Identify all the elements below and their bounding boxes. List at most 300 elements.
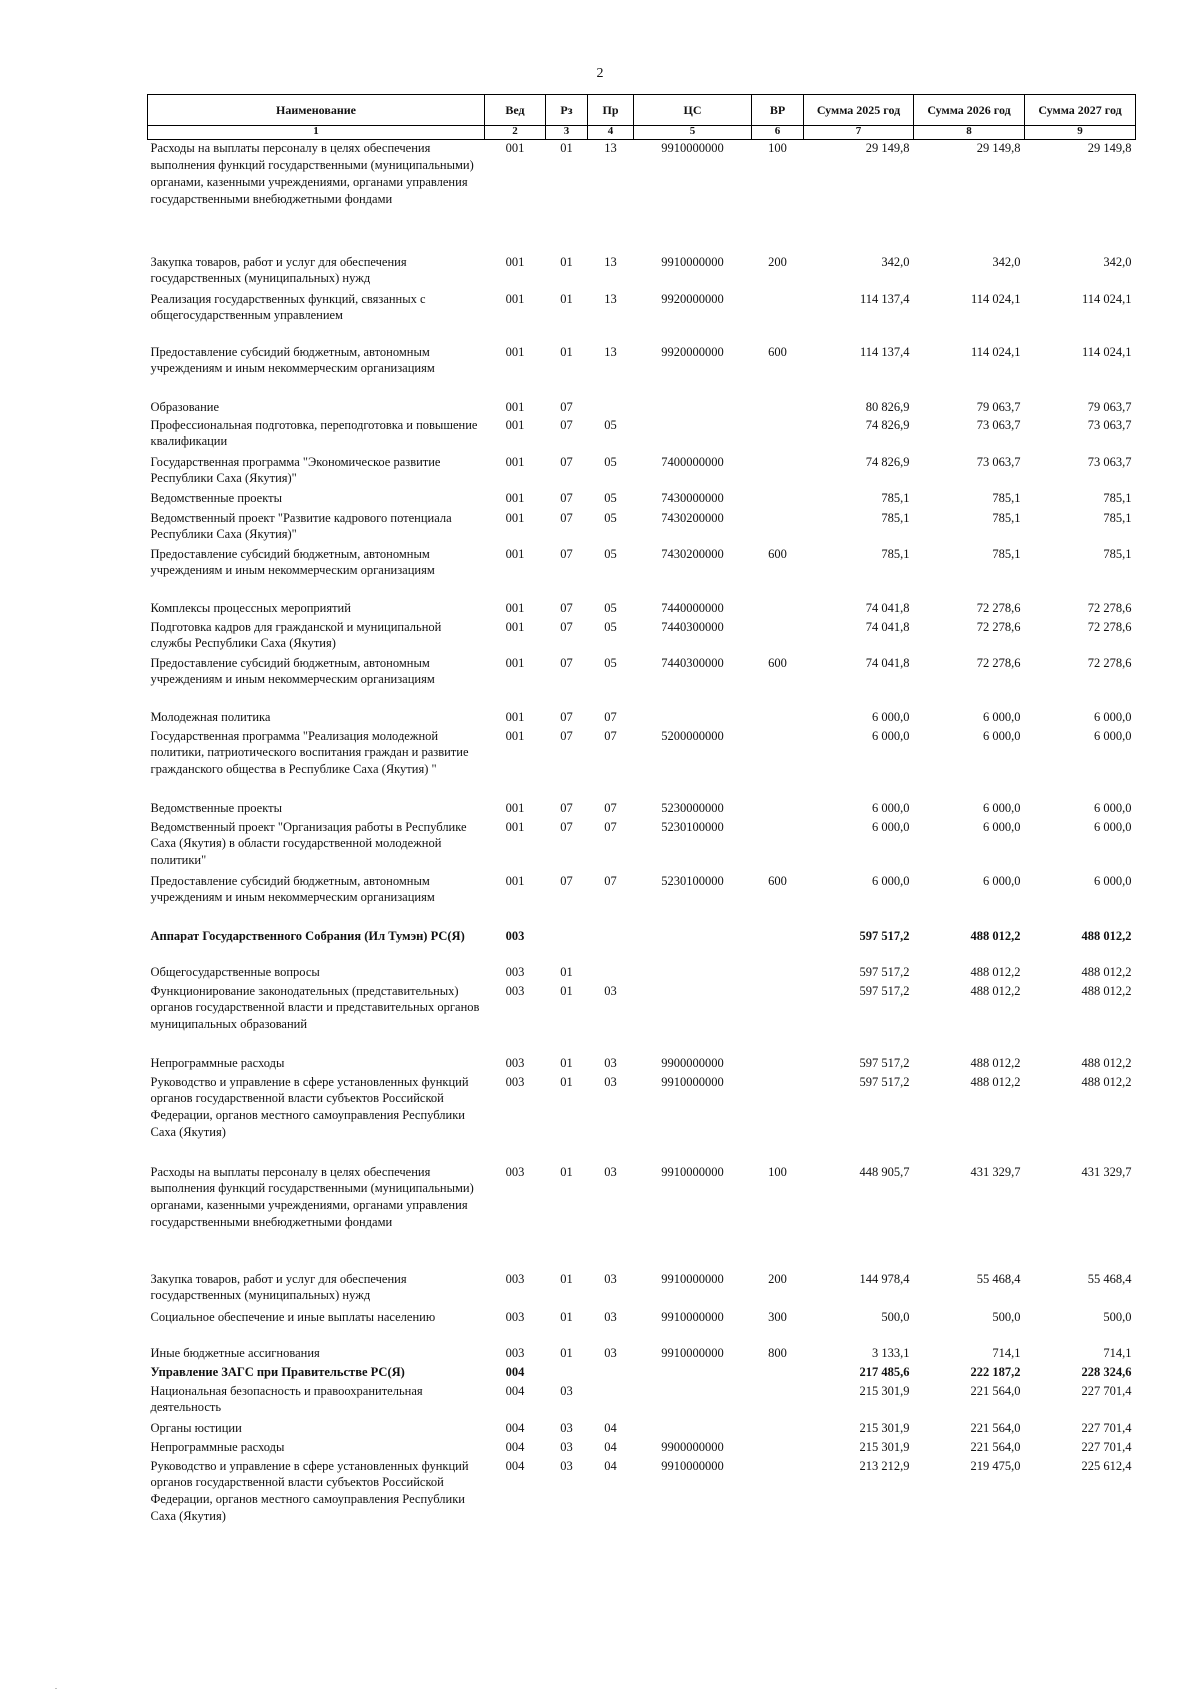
row-cs: 7430200000 <box>661 510 724 525</box>
row-sum-2027: 500,0 <box>1103 1309 1132 1324</box>
row-sum-2025: 6 000,0 <box>872 873 910 888</box>
row-ved: 001 <box>505 399 525 414</box>
table-row <box>148 546 1136 600</box>
row-cs: 9910000000 <box>661 1271 724 1286</box>
row-vr: 300 <box>768 1309 787 1324</box>
row-ved: 003 <box>505 1309 525 1324</box>
row-name: Руководство и управление в сфере установленных функций органов государственной власти субъектов Российской Федерации, органов местного самоуправления Республики Саха (Якутия) <box>150 1074 469 1140</box>
table-row <box>148 1439 1136 1458</box>
row-sum-2025: 215 301,9 <box>859 1439 910 1454</box>
table-row <box>148 819 1136 873</box>
col-header-cs: ЦС <box>634 95 752 126</box>
row-pr: 07 <box>604 709 617 724</box>
row-pr: 03 <box>604 1345 617 1360</box>
row-cs: 5230100000 <box>661 873 724 888</box>
row-vr <box>752 291 804 344</box>
row-vr: 200 <box>768 254 787 269</box>
row-pr: 03 <box>604 983 617 998</box>
table-row <box>148 1345 1136 1364</box>
row-ved: 001 <box>505 709 525 724</box>
col-header-ved: Вед <box>485 95 546 126</box>
col-number: 3 <box>546 126 588 140</box>
row-sum-2026: 785,1 <box>992 546 1021 561</box>
col-header-sum-2025: Сумма 2025 год <box>804 95 914 126</box>
table-row <box>148 800 1136 819</box>
row-sum-2027: 227 701,4 <box>1081 1383 1132 1398</box>
row-rz: 01 <box>560 1309 573 1324</box>
row-sum-2026: 72 278,6 <box>976 600 1021 615</box>
row-ved: 001 <box>505 619 525 634</box>
table-row <box>148 964 1136 983</box>
row-sum-2026: 73 063,7 <box>976 454 1021 469</box>
row-sum-2025: 74 826,9 <box>865 454 910 469</box>
row-sum-2027: 431 329,7 <box>1081 1164 1132 1179</box>
row-name: Государственная программа "Экономическое развитие Республики Саха (Якутия)" <box>150 454 441 486</box>
table-row <box>148 1164 1136 1271</box>
col-header-name: Наименование <box>148 95 485 126</box>
row-sum-2026: 219 475,0 <box>970 1458 1021 1473</box>
row-cs <box>634 1364 752 1383</box>
row-sum-2025: 500,0 <box>881 1309 910 1324</box>
row-sum-2025: 74 826,9 <box>865 417 910 432</box>
table-row <box>148 1383 1136 1420</box>
row-rz: 07 <box>560 454 573 469</box>
row-pr: 05 <box>604 454 617 469</box>
row-name: Непрограммные расходы <box>150 1439 285 1454</box>
row-name: Управление ЗАГС при Правительстве РС(Я) <box>150 1364 405 1379</box>
row-sum-2027: 72 278,6 <box>1087 600 1132 615</box>
row-sum-2026: 488 012,2 <box>970 1055 1021 1070</box>
row-pr <box>588 399 634 417</box>
row-cs: 7430200000 <box>661 546 724 561</box>
row-rz: 01 <box>560 1074 573 1089</box>
row-sum-2025: 6 000,0 <box>872 709 910 724</box>
row-name: Иные бюджетные ассигнования <box>150 1345 320 1360</box>
row-cs: 7440300000 <box>661 619 724 634</box>
row-sum-2025: 342,0 <box>881 254 910 269</box>
row-sum-2025: 785,1 <box>881 510 910 525</box>
row-sum-2025: 215 301,9 <box>859 1420 910 1435</box>
row-rz: 01 <box>560 141 573 155</box>
row-sum-2026: 714,1 <box>992 1345 1021 1360</box>
col-number: 2 <box>485 126 546 140</box>
row-ved: 001 <box>505 254 525 269</box>
row-pr <box>588 1383 634 1420</box>
row-cs <box>634 928 752 964</box>
row-vr <box>752 600 804 619</box>
col-header-sum-2027: Сумма 2027 год <box>1025 95 1136 126</box>
table-row <box>148 873 1136 928</box>
row-sum-2026: 114 024,1 <box>970 344 1021 359</box>
table-row <box>148 1309 1136 1345</box>
row-cs <box>634 983 752 1055</box>
row-pr: 13 <box>604 141 617 155</box>
row-pr: 07 <box>604 873 617 888</box>
table-body <box>148 140 1136 1530</box>
row-sum-2026: 222 187,2 <box>970 1364 1021 1379</box>
row-vr <box>752 1055 804 1074</box>
row-rz: 01 <box>560 291 573 306</box>
row-rz: 07 <box>560 600 573 615</box>
table-row <box>148 291 1136 344</box>
row-ved: 004 <box>505 1383 525 1398</box>
row-ved: 001 <box>505 344 525 359</box>
row-sum-2025: 785,1 <box>881 546 910 561</box>
row-sum-2025: 114 137,4 <box>859 291 910 306</box>
row-sum-2025: 80 826,9 <box>865 399 910 414</box>
row-sum-2027: 227 701,4 <box>1081 1420 1132 1435</box>
row-sum-2027: 6 000,0 <box>1094 800 1132 815</box>
col-header-rz: Рз <box>546 95 588 126</box>
row-rz: 03 <box>560 1458 573 1473</box>
row-name: Ведомственные проекты <box>150 490 283 505</box>
row-cs: 9910000000 <box>661 254 724 269</box>
row-rz: 07 <box>560 619 573 634</box>
table-row <box>148 399 1136 417</box>
row-sum-2025: 448 905,7 <box>859 1164 910 1179</box>
row-pr: 13 <box>604 254 617 269</box>
row-sum-2027: 488 012,2 <box>1081 1074 1132 1089</box>
row-cs: 9920000000 <box>661 291 724 306</box>
row-sum-2027: 488 012,2 <box>1081 928 1132 943</box>
row-name: Образование <box>150 399 220 414</box>
row-rz: 03 <box>560 1383 573 1398</box>
row-vr <box>752 399 804 417</box>
column-number-row <box>148 126 1136 140</box>
row-sum-2026: 72 278,6 <box>976 619 1021 634</box>
row-vr <box>752 454 804 490</box>
row-sum-2027: 785,1 <box>1103 490 1132 505</box>
row-rz: 07 <box>560 728 573 743</box>
row-name: Молодежная политика <box>150 709 271 724</box>
row-sum-2025: 785,1 <box>881 490 910 505</box>
row-vr <box>752 1364 804 1383</box>
row-cs: 7440000000 <box>661 600 724 615</box>
row-vr <box>752 728 804 800</box>
row-vr: 600 <box>768 655 787 670</box>
row-vr <box>752 964 804 983</box>
table-row <box>148 1420 1136 1439</box>
row-ved: 001 <box>505 510 525 525</box>
table-row <box>148 1055 1136 1074</box>
table-row <box>148 490 1136 510</box>
row-pr: 03 <box>604 1164 617 1179</box>
row-sum-2027: 72 278,6 <box>1087 655 1132 670</box>
budget-table <box>147 94 1136 1530</box>
row-cs: 9920000000 <box>661 344 724 359</box>
row-sum-2027: 488 012,2 <box>1081 983 1132 998</box>
row-ved: 001 <box>505 873 525 888</box>
row-name: Функционирование законодательных (представительных) органов государственной власти и представительных органов муниципальных образований <box>150 983 480 1032</box>
row-rz: 07 <box>560 709 573 724</box>
row-name: Аппарат Государственного Собрания (Ил Тумэн) РС(Я) <box>150 928 465 943</box>
row-sum-2026: 488 012,2 <box>970 1074 1021 1089</box>
row-pr: 05 <box>604 600 617 615</box>
row-name: Расходы на выплаты персоналу в целях обеспечения выполнения функций государственными (муниципальными) органами, казенными учреждениями, органами управления государственными внебюджетными фондами <box>150 141 474 206</box>
row-ved: 003 <box>505 1345 525 1360</box>
row-pr: 07 <box>604 819 617 834</box>
row-sum-2025: 29 149,8 <box>865 141 910 155</box>
row-sum-2027: 785,1 <box>1103 510 1132 525</box>
table-row <box>148 600 1136 619</box>
col-number: 1 <box>148 126 485 140</box>
row-name: Предоставление субсидий бюджетным, автономным учреждениям и иным некоммерческим организациям <box>150 655 435 687</box>
row-sum-2025: 3 133,1 <box>872 1345 910 1360</box>
row-cs: 9910000000 <box>661 1458 724 1473</box>
row-cs <box>634 1383 752 1420</box>
row-pr: 05 <box>604 619 617 634</box>
row-pr: 13 <box>604 344 617 359</box>
page-number: 2 <box>596 66 604 81</box>
row-rz: 01 <box>560 254 573 269</box>
row-name: Предоставление субсидий бюджетным, автономным учреждениям и иным некоммерческим организациям <box>150 344 435 376</box>
row-vr: 100 <box>768 141 787 155</box>
row-ved: 003 <box>505 928 525 943</box>
row-sum-2025: 597 517,2 <box>859 928 910 943</box>
row-name: Непрограммные расходы <box>150 1055 285 1070</box>
row-sum-2026: 488 012,2 <box>970 964 1021 979</box>
row-vr <box>752 928 804 964</box>
row-rz: 07 <box>560 417 573 432</box>
row-cs: 7400000000 <box>661 454 724 469</box>
row-rz: 03 <box>560 1439 573 1454</box>
row-vr <box>752 490 804 510</box>
table-row <box>148 1271 1136 1309</box>
row-cs: 9910000000 <box>661 1164 724 1179</box>
row-sum-2026: 55 468,4 <box>976 1271 1021 1286</box>
row-cs <box>634 399 752 417</box>
row-cs <box>634 1420 752 1439</box>
row-name: Комплексы процессных мероприятий <box>150 600 351 615</box>
row-ved: 003 <box>505 983 525 998</box>
row-vr <box>752 800 804 819</box>
row-vr: 600 <box>768 873 787 888</box>
row-sum-2026: 500,0 <box>992 1309 1021 1324</box>
table-row <box>148 510 1136 546</box>
row-name: Ведомственный проект "Развитие кадрового потенциала Республики Саха (Якутия)" <box>150 510 452 542</box>
col-number: 4 <box>588 126 634 140</box>
row-name: Подготовка кадров для гражданской и муниципальной службы Республики Саха (Якутия) <box>150 619 442 651</box>
row-sum-2025: 597 517,2 <box>859 1055 910 1070</box>
row-pr: 04 <box>604 1420 617 1435</box>
row-vr: 100 <box>768 1164 787 1179</box>
row-rz: 01 <box>560 983 573 998</box>
row-cs <box>634 964 752 983</box>
row-rz: 07 <box>560 655 573 670</box>
row-sum-2026: 221 564,0 <box>970 1420 1021 1435</box>
row-vr <box>752 619 804 655</box>
row-pr: 03 <box>604 1055 617 1070</box>
row-sum-2025: 114 137,4 <box>859 344 910 359</box>
table-row <box>148 983 1136 1055</box>
row-ved: 003 <box>505 1074 525 1089</box>
row-sum-2027: 488 012,2 <box>1081 964 1132 979</box>
row-rz: 01 <box>560 964 573 979</box>
row-ved: 001 <box>505 490 525 505</box>
row-ved: 004 <box>505 1420 525 1435</box>
row-vr <box>752 417 804 454</box>
row-name: Закупка товаров, работ и услуг для обеспечения государственных (муниципальных) нужд <box>150 1271 407 1303</box>
row-ved: 001 <box>505 728 525 743</box>
row-cs <box>634 709 752 728</box>
row-ved: 001 <box>505 417 525 432</box>
row-ved: 001 <box>505 819 525 834</box>
row-ved: 001 <box>505 141 525 155</box>
row-name: Социальное обеспечение и иные выплаты населению <box>150 1309 436 1324</box>
row-sum-2026: 785,1 <box>992 490 1021 505</box>
row-pr: 07 <box>604 800 617 815</box>
col-header-sum-2026: Сумма 2026 год <box>914 95 1025 126</box>
table-row <box>148 1364 1136 1383</box>
row-vr <box>752 819 804 873</box>
table-row <box>148 417 1136 454</box>
row-sum-2025: 74 041,8 <box>865 619 910 634</box>
row-rz: 07 <box>560 546 573 561</box>
row-name: Руководство и управление в сфере установленных функций органов государственной власти субъектов Российской Федерации, органов местного самоуправления Республики Саха (Якутия) <box>150 1458 469 1524</box>
row-ved: 003 <box>505 964 525 979</box>
row-vr <box>752 1074 804 1164</box>
row-rz: 03 <box>560 1420 573 1435</box>
row-sum-2025: 6 000,0 <box>872 800 910 815</box>
row-rz: 01 <box>560 344 573 359</box>
row-pr <box>588 964 634 983</box>
row-sum-2026: 488 012,2 <box>970 983 1021 998</box>
row-sum-2026: 6 000,0 <box>983 709 1021 724</box>
row-name: Предоставление субсидий бюджетным, автономным учреждениям и иным некоммерческим организациям <box>150 546 435 578</box>
row-pr: 03 <box>604 1309 617 1324</box>
row-sum-2027: 225 612,4 <box>1081 1458 1132 1473</box>
row-sum-2025: 597 517,2 <box>859 1074 910 1089</box>
row-cs: 5230000000 <box>661 800 724 815</box>
row-vr: 600 <box>768 546 787 561</box>
row-ved: 001 <box>505 600 525 615</box>
row-pr: 07 <box>604 728 617 743</box>
row-rz: 07 <box>560 873 573 888</box>
row-cs: 9900000000 <box>661 1055 724 1070</box>
row-sum-2027: 73 063,7 <box>1087 417 1132 432</box>
col-number: 9 <box>1025 126 1136 140</box>
row-rz: 07 <box>560 490 573 505</box>
row-vr: 200 <box>768 1271 787 1286</box>
row-rz: 01 <box>560 1164 573 1179</box>
row-sum-2025: 597 517,2 <box>859 964 910 979</box>
row-sum-2026: 29 149,8 <box>976 141 1021 155</box>
col-header-vr: ВР <box>752 95 804 126</box>
row-cs <box>634 417 752 454</box>
col-header-pr: Пр <box>588 95 634 126</box>
row-cs: 5230100000 <box>661 819 724 834</box>
row-cs: 9900000000 <box>661 1439 724 1454</box>
row-sum-2027: 342,0 <box>1103 254 1132 269</box>
row-pr: 05 <box>604 655 617 670</box>
row-name: Профессиональная подготовка, переподготовка и повышение квалификации <box>150 417 478 449</box>
row-sum-2026: 114 024,1 <box>970 291 1021 306</box>
row-sum-2025: 144 978,4 <box>859 1271 910 1286</box>
row-pr: 05 <box>604 417 617 432</box>
row-cs: 5200000000 <box>661 728 724 743</box>
row-name: Предоставление субсидий бюджетным, автономным учреждениям и иным некоммерческим организациям <box>150 873 435 905</box>
row-sum-2025: 213 212,9 <box>859 1458 910 1473</box>
scan-mark: . <box>55 1682 57 1691</box>
row-cs: 9910000000 <box>661 1345 724 1360</box>
row-ved: 003 <box>505 1271 525 1286</box>
row-sum-2027: 6 000,0 <box>1094 709 1132 724</box>
row-vr: 800 <box>768 1345 787 1360</box>
row-sum-2025: 215 301,9 <box>859 1383 910 1398</box>
row-name: Ведомственный проект "Организация работы в Республике Саха (Якутия) в области государственной молодежной политики" <box>150 819 467 868</box>
row-name: Органы юстиции <box>150 1420 242 1435</box>
row-sum-2025: 597 517,2 <box>859 983 910 998</box>
row-vr <box>752 510 804 546</box>
row-sum-2026: 431 329,7 <box>970 1164 1021 1179</box>
row-pr: 05 <box>604 490 617 505</box>
row-sum-2026: 6 000,0 <box>983 728 1021 743</box>
row-ved: 003 <box>505 1164 525 1179</box>
table-row <box>148 454 1136 490</box>
row-cs: 9910000000 <box>661 1309 724 1324</box>
row-ved: 001 <box>505 655 525 670</box>
row-sum-2027: 73 063,7 <box>1087 454 1132 469</box>
row-ved: 004 <box>505 1364 525 1379</box>
table-row <box>148 928 1136 964</box>
row-ved: 001 <box>505 291 525 306</box>
row-sum-2026: 342,0 <box>992 254 1021 269</box>
row-sum-2027: 6 000,0 <box>1094 728 1132 743</box>
row-rz <box>546 1364 588 1383</box>
row-rz: 07 <box>560 399 573 414</box>
row-vr: 600 <box>768 344 787 359</box>
row-name: Национальная безопасность и правоохранительная деятельность <box>150 1383 423 1415</box>
row-name: Государственная программа "Реализация молодежной политики, патриотического воспитания граждан и развитие гражданского общества в Республике Саха (Якутия) " <box>150 728 469 777</box>
row-sum-2025: 74 041,8 <box>865 600 910 615</box>
row-pr <box>588 1364 634 1383</box>
row-sum-2026: 6 000,0 <box>983 800 1021 815</box>
row-sum-2025: 217 485,6 <box>859 1364 910 1379</box>
row-vr <box>752 1439 804 1458</box>
row-sum-2026: 73 063,7 <box>976 417 1021 432</box>
row-vr <box>752 1420 804 1439</box>
row-sum-2027: 6 000,0 <box>1094 873 1132 888</box>
table-row <box>148 1074 1136 1164</box>
row-cs: 7430000000 <box>661 490 724 505</box>
row-sum-2026: 221 564,0 <box>970 1439 1021 1454</box>
table-row <box>148 254 1136 291</box>
row-sum-2027: 29 149,8 <box>1087 141 1132 155</box>
row-sum-2027: 227 701,4 <box>1081 1439 1132 1454</box>
col-number: 6 <box>752 126 804 140</box>
row-sum-2026: 6 000,0 <box>983 873 1021 888</box>
col-number: 7 <box>804 126 914 140</box>
row-sum-2027: 72 278,6 <box>1087 619 1132 634</box>
row-pr: 03 <box>604 1074 617 1089</box>
col-number: 8 <box>914 126 1025 140</box>
row-vr <box>752 983 804 1055</box>
row-ved: 003 <box>505 1055 525 1070</box>
row-sum-2027: 228 324,6 <box>1081 1364 1132 1379</box>
row-rz: 01 <box>560 1345 573 1360</box>
row-sum-2026: 79 063,7 <box>976 399 1021 414</box>
table-row <box>148 1458 1136 1530</box>
row-sum-2027: 785,1 <box>1103 546 1132 561</box>
row-sum-2026: 488 012,2 <box>970 928 1021 943</box>
row-name: Расходы на выплаты персоналу в целях обеспечения выполнения функций государственными (муниципальными) органами, казенными учреждениями, органами управления государственными внебюджетными фондами <box>150 1164 474 1230</box>
row-rz: 07 <box>560 819 573 834</box>
row-rz: 07 <box>560 510 573 525</box>
row-sum-2026: 785,1 <box>992 510 1021 525</box>
row-sum-2027: 114 024,1 <box>1081 344 1132 359</box>
row-pr: 13 <box>604 291 617 306</box>
row-sum-2027: 488 012,2 <box>1081 1055 1132 1070</box>
